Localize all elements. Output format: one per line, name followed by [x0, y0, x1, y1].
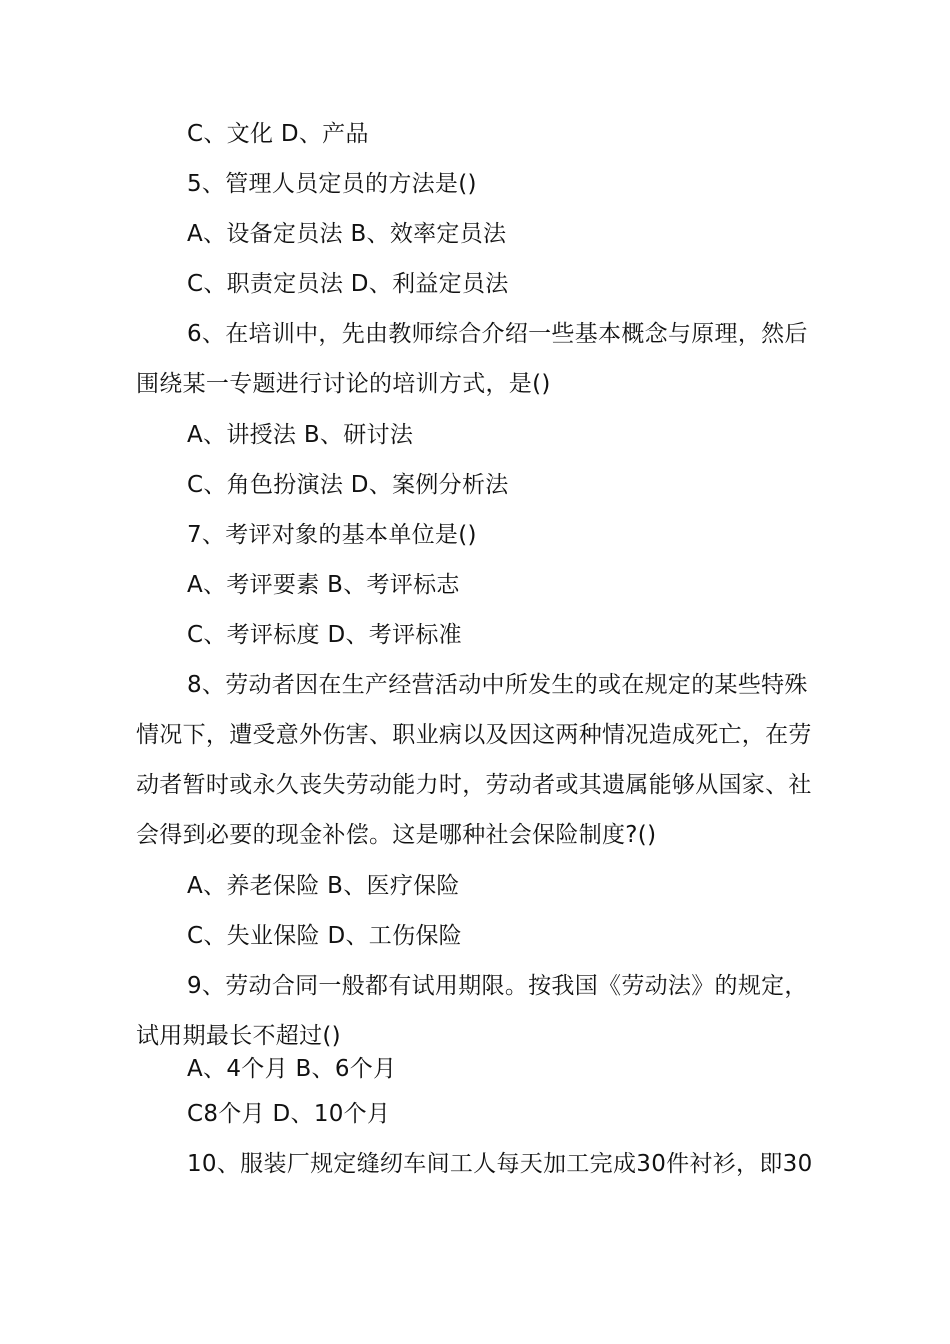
question-8-line-2: 情况下，遭受意外伤害、职业病以及因这两种情况造成死亡，在劳	[136, 722, 812, 748]
option-line-q7-cd: C、考评标度 D、考评标准	[187, 622, 462, 648]
question-8-line-3: 动者暂时或永久丧失劳动能力时，劳动者或其遗属能够从国家、社	[136, 772, 812, 798]
option-line-q8-ab: A、养老保险 B、医疗保险	[187, 873, 460, 899]
option-line-q6-cd: C、角色扮演法 D、案例分析法	[187, 472, 509, 498]
question-6-line-2: 围绕某一专题进行讨论的培训方式，是()	[136, 371, 551, 397]
question-5: 5、管理人员定员的方法是()	[187, 171, 477, 197]
option-line-q5-ab: A、设备定员法 B、效率定员法	[187, 221, 507, 247]
option-line-q6-ab: A、讲授法 B、研讨法	[187, 422, 414, 448]
question-9-line-2: 试用期最长不超过()	[136, 1023, 341, 1049]
option-line-q8-cd: C、失业保险 D、工伤保险	[187, 923, 462, 949]
question-9-line-1: 9、劳动合同一般都有试用期限。按我国《劳动法》的规定，	[187, 973, 808, 999]
question-7: 7、考评对象的基本单位是()	[187, 522, 477, 548]
option-line-q4-cd: C、文化 D、产品	[187, 121, 369, 147]
option-line-q7-ab: A、考评要素 B、考评标志	[187, 572, 460, 598]
question-8-line-1: 8、劳动者因在生产经营活动中所发生的或在规定的某些特殊	[187, 672, 808, 698]
question-6-line-1: 6、在培训中，先由教师综合介绍一些基本概念与原理，然后	[187, 321, 808, 347]
question-8-line-4: 会得到必要的现金补偿。这是哪种社会保险制度?()	[136, 822, 657, 848]
question-10-line-1: 10、服装厂规定缝纫车间工人每天加工完成30件衬衫，即30	[187, 1151, 813, 1177]
option-line-q9-ab: A、4个月 B、6个月	[187, 1056, 397, 1082]
option-line-q5-cd: C、职责定员法 D、利益定员法	[187, 271, 509, 297]
option-line-q9-cd: C8个月 D、10个月	[187, 1101, 391, 1127]
